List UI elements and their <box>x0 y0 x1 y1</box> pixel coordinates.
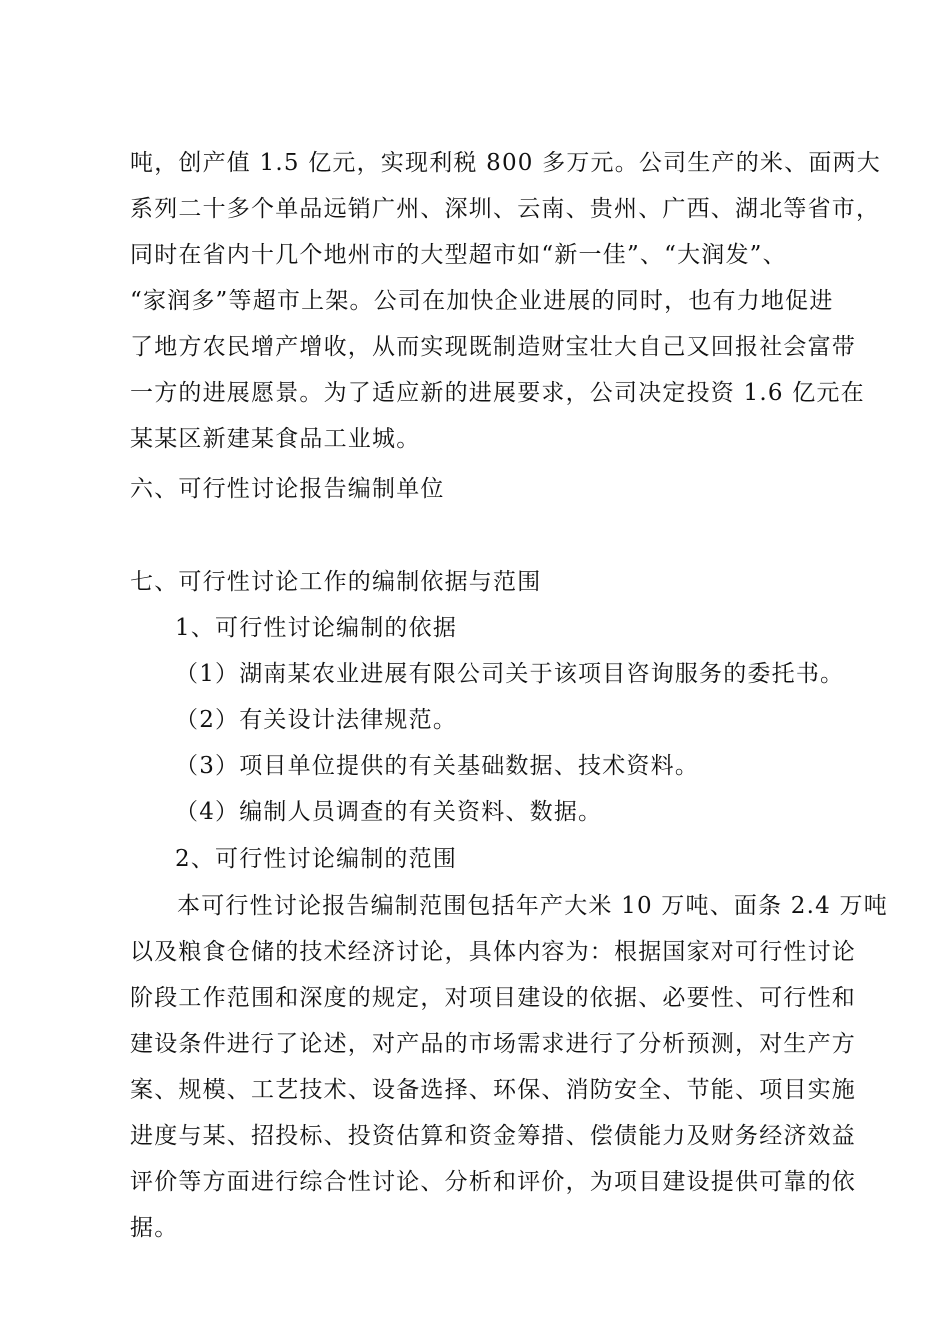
basis-item-4: （4）编制人员调查的有关资料、数据。 <box>175 799 603 825</box>
scope-line-4: 建设条件进行了论述，对产品的市场需求进行了分析预测，对生产方 <box>130 1031 856 1057</box>
scope-line-5: 案、规模、工艺技术、设备选择、环保、消防安全、节能、项目实施 <box>130 1077 856 1103</box>
intro-line-6: 一方的进展愿景。为了适应新的进展要求，公司决定投资 1.6 亿元在 <box>130 380 865 406</box>
intro-line-3: 同时在省内十几个地州市的大型超市如“新一佳”、“大润发”、 <box>130 242 787 268</box>
intro-line-5: 了地方农民增产增收，从而实现既制造财宝壮大自己又回报社会富带 <box>130 334 856 360</box>
scope-line-8: 据。 <box>130 1215 179 1241</box>
scope-line-6: 进度与某、招投标、投资估算和资金筹措、偿债能力及财务经济效益 <box>130 1123 856 1149</box>
subheading-scope: 2、可行性讨论编制的范围 <box>175 846 458 872</box>
scope-line-7: 评价等方面进行综合性讨论、分析和评价，为项目建设提供可靠的依 <box>130 1169 856 1195</box>
scope-line-2: 以及粮食仓储的技术经济讨论，具体内容为：根据国家对可行性讨论 <box>130 939 856 965</box>
scope-line-1: 本可行性讨论报告编制范围包括年产大米 10 万吨、面条 2.4 万吨 <box>177 893 888 919</box>
intro-line-4: “家润多”等超市上架。公司在加快企业进展的同时，也有力地促进 <box>130 288 834 314</box>
subheading-basis: 1、可行性讨论编制的依据 <box>175 615 458 641</box>
section-heading-6: 六、可行性讨论报告编制单位 <box>130 476 445 502</box>
intro-line-2: 系列二十多个单品远销广州、深圳、云南、贵州、广西、湖北等省市， <box>130 196 881 222</box>
scope-line-3: 阶段工作范围和深度的规定，对项目建设的依据、必要性、可行性和 <box>130 985 856 1011</box>
section-heading-7: 七、可行性讨论工作的编制依据与范围 <box>130 569 542 595</box>
intro-line-1: 吨，创产值 1.5 亿元，实现利税 800 多万元。公司生产的米、面两大 <box>130 150 881 176</box>
basis-item-2: （2）有关设计法律规范。 <box>175 707 458 733</box>
basis-item-1: （1）湖南某农业进展有限公司关于该项目咨询服务的委托书。 <box>175 661 845 687</box>
basis-item-3: （3）项目单位提供的有关基础数据、技术资料。 <box>175 753 700 779</box>
intro-line-7: 某某区新建某食品工业城。 <box>130 426 421 452</box>
